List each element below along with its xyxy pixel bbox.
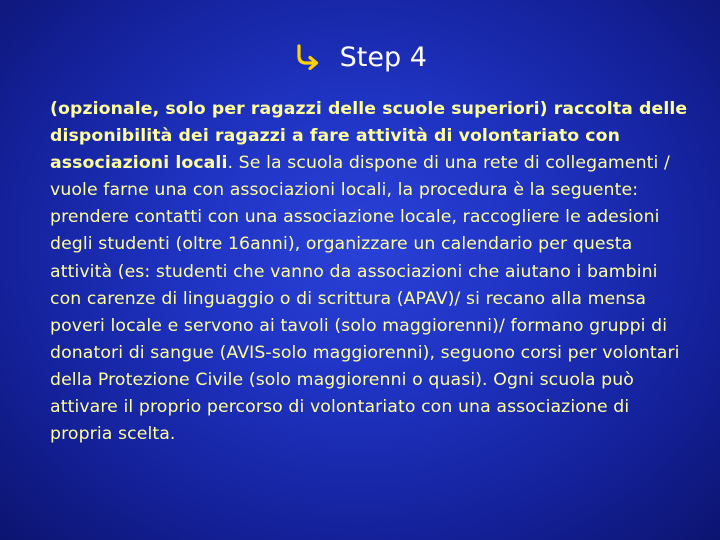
slide-title: Step 4 [339, 42, 427, 73]
slide-title-row [0, 38, 720, 78]
curved-arrow-right-icon [293, 38, 321, 70]
slide-body-text [50, 96, 690, 448]
body-bold-text: (opzionale, solo per ragazzi delle scuole superiori) raccolta delle disponibilità dei ragazzi a fare attività di volontariato con associazioni locali [50, 99, 688, 174]
body-regular-text: . Se la scuola dispone di una rete di collegamenti / vuole farne una con associazioni locali, la procedura è la seguente: prendere contatti con una associazione locale, raccogliere le adesioni degli studenti (oltre 16anni), organizzare un calendario per questa attività (es: studenti che vanno da associazioni che aiutano i bambini con carenze di linguaggio o di scrittura (APAV)/ si recano alla mensa poveri locale e servono ai tavoli (solo maggiorenni)/ formano gruppi di donatori di sangue (AVIS-solo maggiorenni), seguono corsi per volontari della Protezione Civile (solo maggiorenni o quasi). Ogni scuola può attivare il proprio percorso di volontariato con una associazione di propria scelta. [50, 153, 680, 445]
